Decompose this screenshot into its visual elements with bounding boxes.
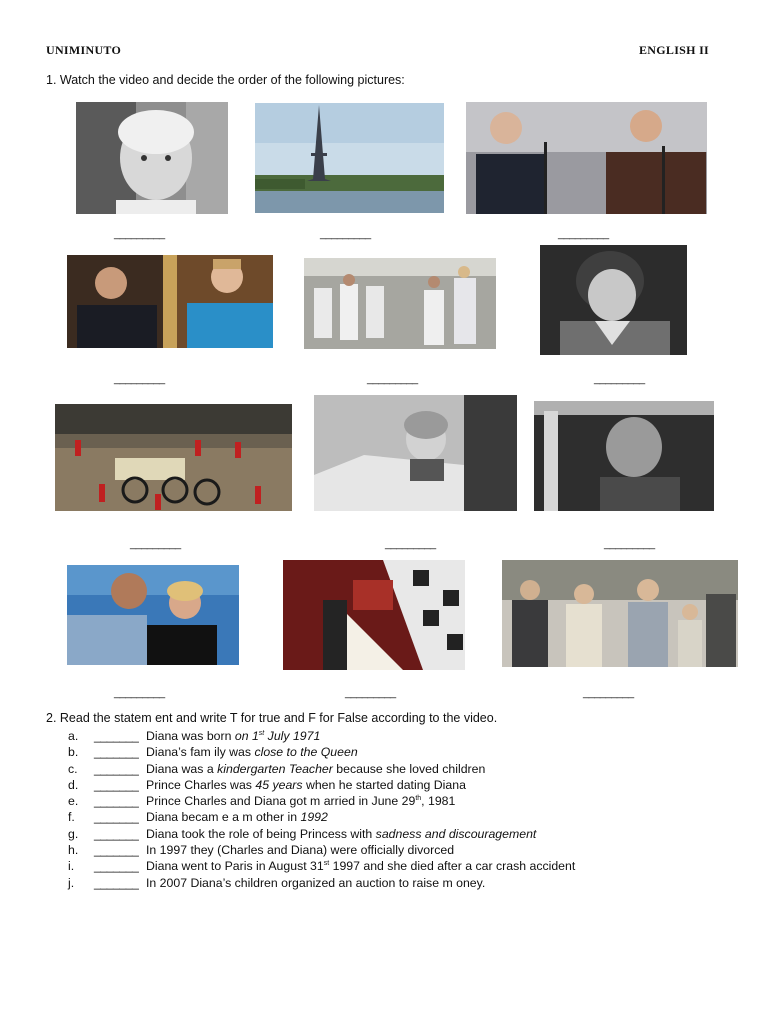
order-blank-10[interactable]: _________ (114, 687, 165, 699)
statement-item (68, 826, 575, 842)
statement-letter: c. (68, 761, 78, 776)
header-course: ENGLISH II (639, 43, 710, 57)
statement-text (146, 858, 575, 874)
text-part: Diana was born (146, 729, 235, 743)
hospital-visit-photo (304, 258, 496, 349)
text-part: when he started dating Diana (302, 777, 466, 792)
statement-letter: g. (68, 826, 79, 841)
italic-text: sadness and discouragement (375, 826, 537, 841)
superscript-text: th (415, 795, 422, 803)
text-part: In 2007 Diana’s children organized an auction to raise m oney. (146, 875, 486, 890)
william-harry-photo (466, 102, 707, 214)
statement-item (68, 809, 575, 825)
eiffel-tower-photo (255, 103, 444, 213)
statement-item (68, 842, 575, 858)
statement-letter: j. (68, 875, 75, 890)
order-blank-1[interactable]: _________ (114, 228, 165, 240)
statement-text (146, 728, 320, 744)
answer-blank[interactable]: _______ (94, 745, 139, 760)
order-blank-7[interactable]: _________ (130, 538, 181, 550)
italic-text: July 1971 (264, 729, 321, 743)
italic-text: kindergarten Teacher (217, 761, 333, 776)
order-blank-5[interactable]: _________ (367, 373, 418, 385)
answer-blank[interactable]: _______ (94, 794, 139, 809)
text-part: In 1997 they (Charles and Diana) were officially divorced (146, 843, 455, 858)
statement-item (68, 728, 575, 744)
superscript-text: st (323, 860, 330, 868)
statement-text (146, 826, 536, 842)
statement-letter: d. (68, 777, 79, 792)
funeral-procession-photo (55, 404, 292, 511)
text-part: Diana’s fam ily was (146, 745, 255, 760)
order-blank-9[interactable]: _________ (604, 538, 655, 550)
statement-item (68, 761, 575, 777)
answer-blank[interactable]: _______ (94, 875, 139, 890)
answer-blank[interactable]: _______ (94, 777, 139, 792)
answer-blank[interactable]: _______ (94, 729, 139, 743)
italic-text: on 1 (234, 729, 259, 743)
question-2-instruction: 2. Read the statem ent and write T for true and F for False according to the video. (46, 711, 498, 725)
statement-letter: e. (68, 794, 79, 809)
baby-boy-photo (76, 102, 228, 214)
order-blank-6[interactable]: _________ (594, 373, 645, 385)
text-part: because she loved children (332, 761, 486, 776)
statement-item (68, 744, 575, 760)
statement-text (146, 809, 328, 825)
child-in-car-photo (314, 395, 517, 511)
superscript-text: st (258, 730, 265, 737)
statement-letter: i. (68, 859, 75, 874)
statement-letter: h. (68, 843, 79, 858)
italic-text: 1992 (300, 810, 328, 825)
statement-text (146, 875, 485, 891)
answer-blank[interactable]: _______ (94, 843, 139, 858)
order-blank-2[interactable]: _________ (320, 228, 371, 240)
header-institution: UNIMINUTO (46, 43, 122, 57)
answer-blank[interactable]: _______ (94, 810, 139, 825)
diana-with-man-photo (67, 565, 239, 665)
text-part: 1997 and she died after a car crash accident (329, 859, 576, 874)
answer-blank[interactable]: _______ (94, 826, 139, 841)
royal-family-photo (502, 560, 738, 667)
statement-letter: f. (68, 810, 75, 825)
statement-text (146, 744, 358, 760)
charles-diana-photo (67, 255, 273, 348)
order-blank-3[interactable]: _________ (558, 228, 609, 240)
statement-letter: a. (68, 729, 79, 743)
text-part: Diana was a (146, 761, 218, 776)
italic-text: 45 years (255, 777, 303, 792)
italic-text: close to the Queen (254, 745, 358, 760)
statement-text (146, 793, 455, 809)
answer-blank[interactable]: _______ (94, 761, 139, 776)
order-blank-12[interactable]: _________ (583, 687, 634, 699)
statement-text (146, 777, 466, 793)
text-part: Prince Charles was (146, 777, 256, 792)
elderly-man-in-car-photo (534, 401, 714, 511)
order-blank-4[interactable]: _________ (114, 373, 165, 385)
statement-text (146, 761, 485, 777)
question-1-instruction: 1. Watch the video and decide the order of the following pictures: (46, 73, 405, 87)
text-part: Prince Charles and Diana got m arried in June 29 (146, 794, 416, 809)
statement-item (68, 793, 575, 809)
statement-item (68, 777, 575, 793)
text-part: Diana took the role of being Princess with (146, 826, 376, 841)
order-blank-11[interactable]: _________ (345, 687, 396, 699)
answer-blank[interactable]: _______ (94, 859, 139, 874)
statement-list (68, 728, 575, 891)
text-part: Diana becam e a m other in (146, 810, 301, 825)
text-part: Diana went to Paris in August 31 (146, 859, 324, 874)
text-part: , 1981 (421, 794, 456, 809)
wedding-photo (283, 560, 465, 670)
order-blank-8[interactable]: _________ (385, 538, 436, 550)
statement-letter: b. (68, 745, 79, 760)
statement-text (146, 842, 454, 858)
statement-item (68, 875, 575, 891)
statement-item (68, 858, 575, 874)
young-diana-portrait-photo (540, 245, 687, 355)
